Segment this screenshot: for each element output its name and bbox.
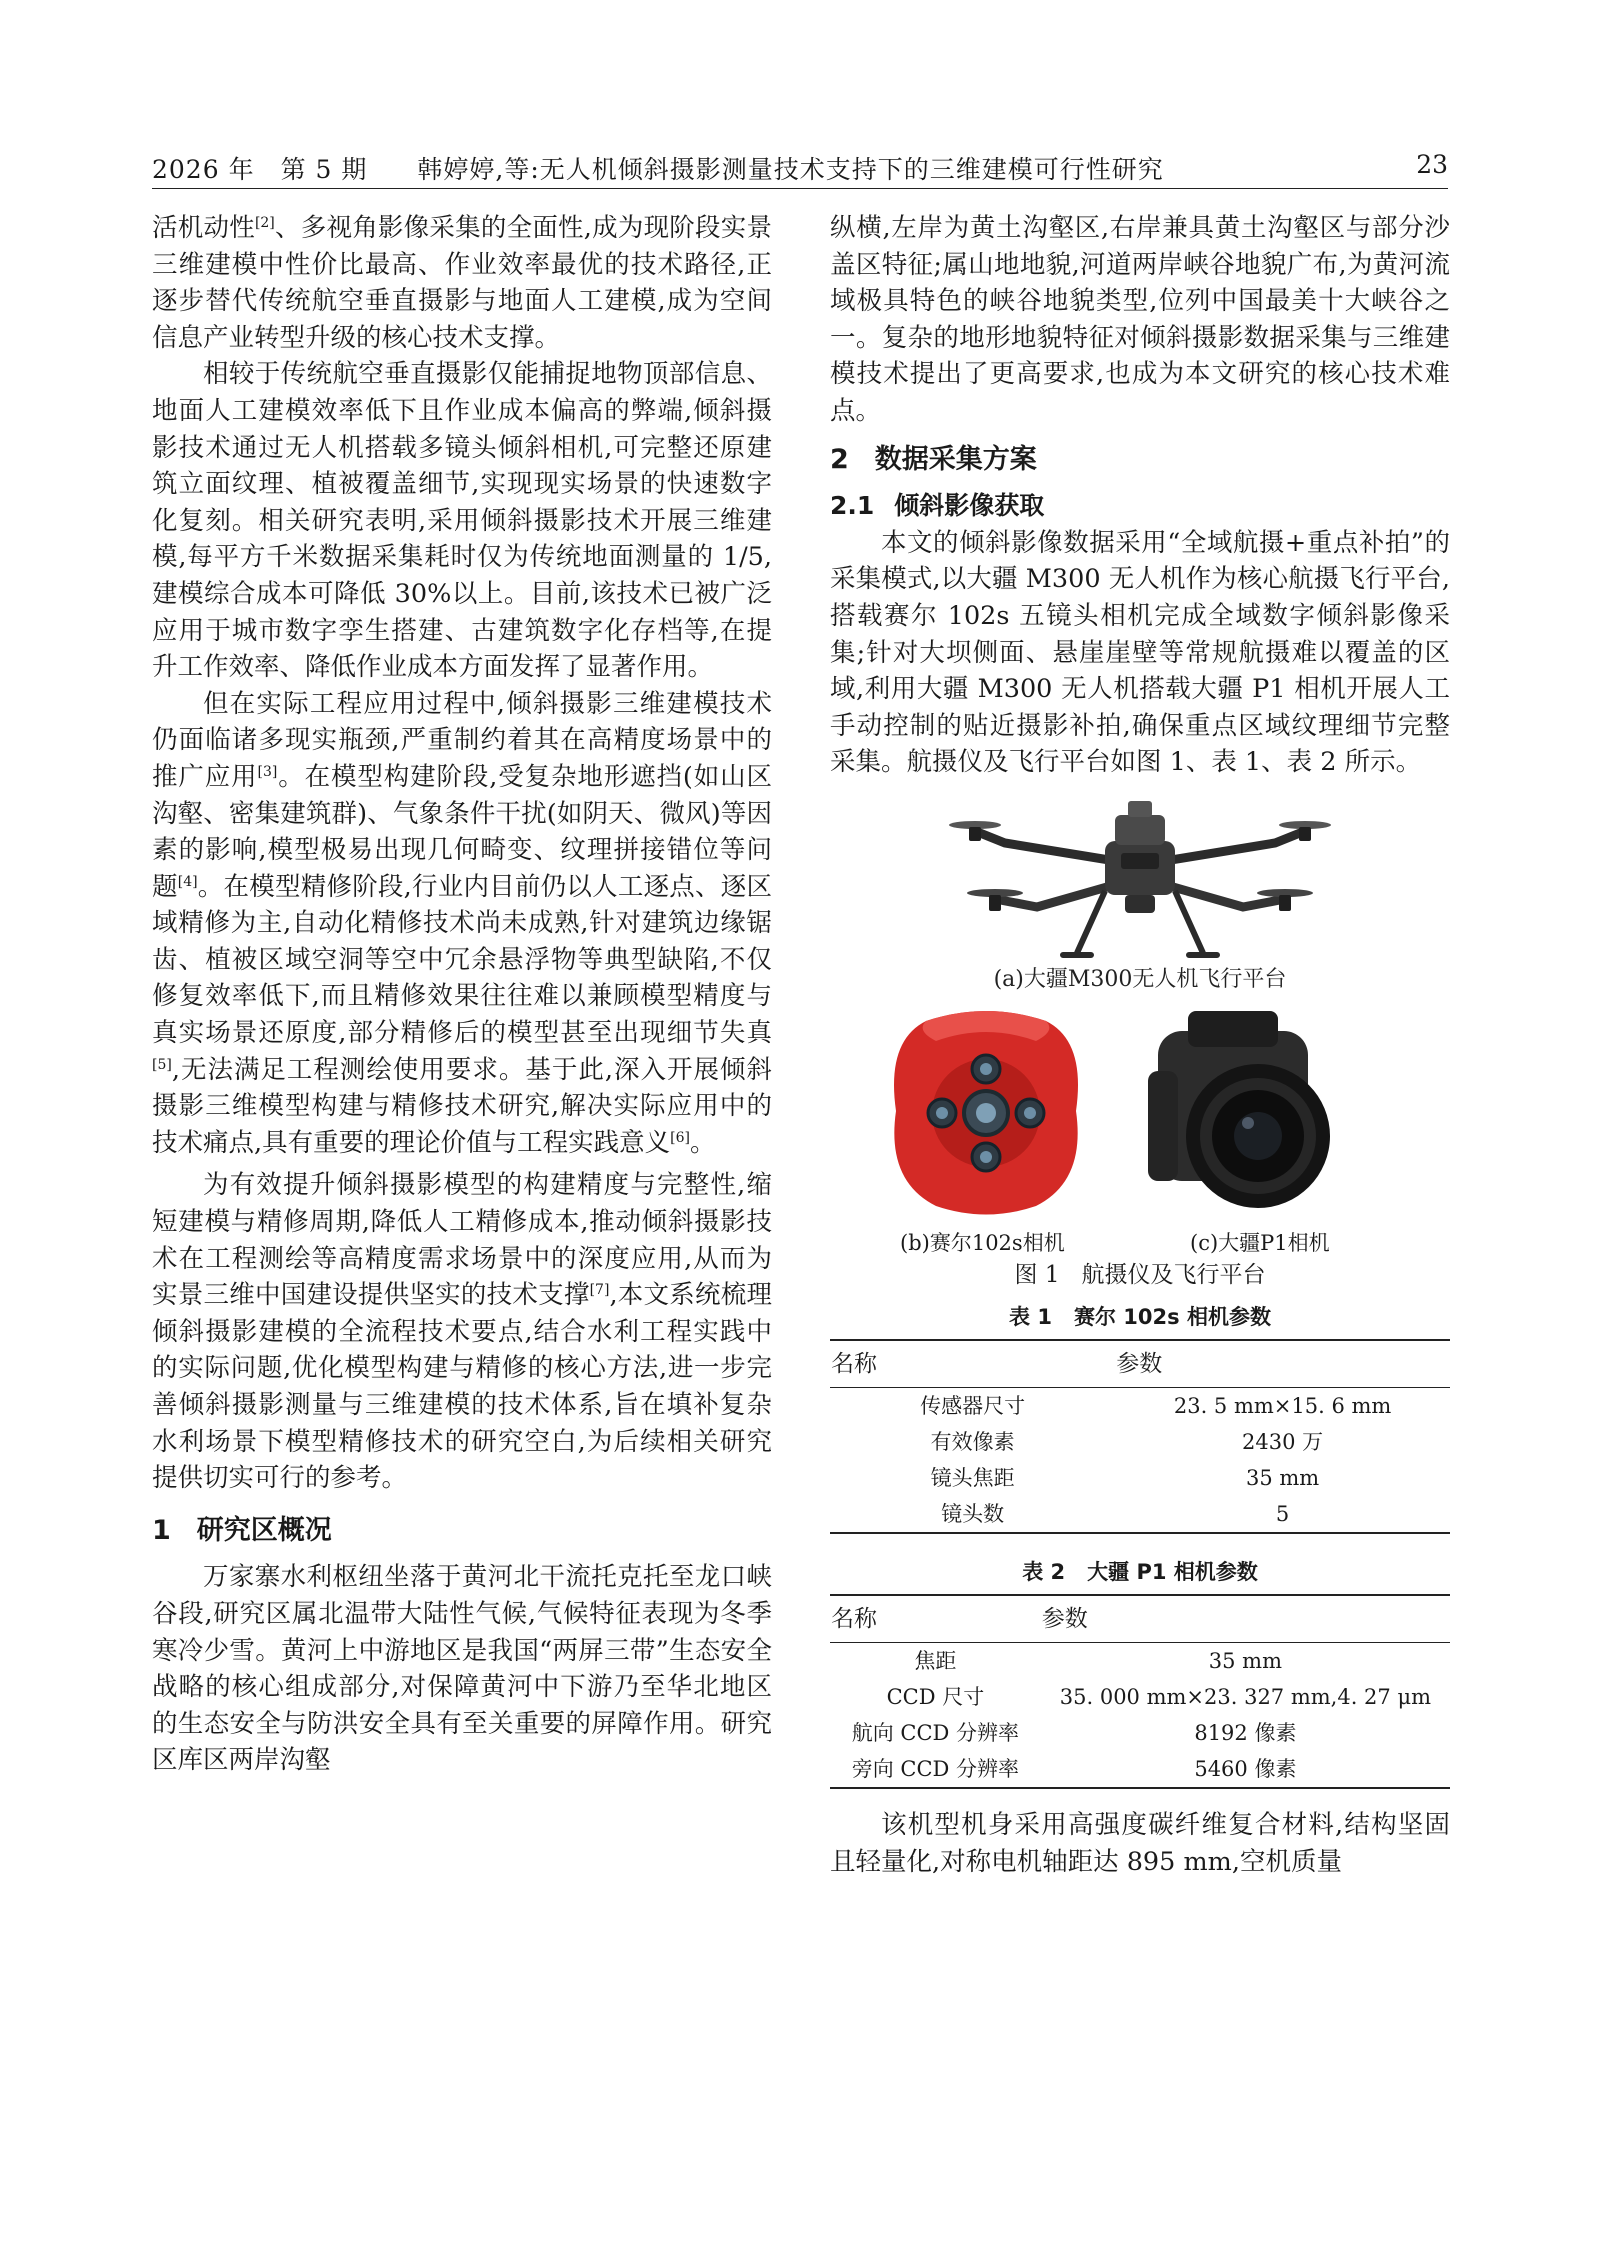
figure-1b-caption: (b)赛尔102s相机 bbox=[900, 1230, 1065, 1255]
citation-4: [4] bbox=[177, 873, 198, 890]
figure-number: 图 1 bbox=[1014, 1261, 1060, 1288]
camera-images bbox=[830, 1001, 1450, 1225]
running-header bbox=[152, 150, 1448, 190]
header-rule bbox=[152, 188, 1448, 189]
text-span: 但在实际工程应用过程中,倾斜摄影三维建模技术仍面临诸多现实瓶颈,严重制约着其在高精度场景中的推广应用 bbox=[152, 688, 772, 792]
table-2 bbox=[830, 1594, 1450, 1789]
table-cell: 传感器尺寸 bbox=[920, 1393, 1026, 1418]
sair-102s-camera-image bbox=[886, 1001, 1086, 1221]
table-row bbox=[830, 1460, 1450, 1496]
dji-p1-camera-image bbox=[1128, 1001, 1348, 1225]
table-1-caption bbox=[830, 1299, 1450, 1335]
table-number: 表 1 bbox=[1009, 1304, 1052, 1329]
table-cell: 2430 万 bbox=[1242, 1429, 1324, 1454]
table-header-row bbox=[830, 1340, 1450, 1388]
drone-m300-image bbox=[945, 795, 1335, 965]
paragraph-continued: 纵横,左岸为黄土沟壑区,右岸兼具黄土沟壑区与部分沙盖区特征;属山地地貌,河道两岸峡谷地貌广布,为黄河流域极具特色的峡谷地貌类型,位列中国最美十大峡谷之一。复杂的地形地貌特征对倾斜摄影数据采集与三维建模技术提出了更高要求,也成为本文研究的核心技术难点。 bbox=[830, 213, 1450, 426]
table-row bbox=[830, 1642, 1450, 1679]
subsection-title: 倾斜影像获取 bbox=[894, 491, 1045, 521]
paragraph-3 bbox=[152, 686, 772, 1162]
column-header: 名称 bbox=[830, 1340, 1115, 1388]
table-cell: 8192 像素 bbox=[1194, 1720, 1297, 1745]
figure-1-caption bbox=[830, 1257, 1450, 1293]
figure-1a-caption: (a)大疆M300无人机飞行平台 bbox=[993, 966, 1287, 992]
text-span: 、多视角影像采集的全面性,成为现阶段实景三维建模中性价比最高、作业效率最优的技术路径,正逐步替代传统航空垂直摄影与地面人工建模,成为空间信息产业转型升级的核心技术支撑。 bbox=[152, 213, 772, 353]
figure-subcaptions bbox=[830, 1225, 1450, 1257]
table-row bbox=[830, 1496, 1450, 1533]
section-number: 1 bbox=[152, 1514, 171, 1546]
text-span: 活机动性 bbox=[152, 213, 255, 243]
table-1 bbox=[830, 1339, 1450, 1534]
column-header: 参数 bbox=[1041, 1595, 1450, 1643]
section-heading-1 bbox=[152, 1513, 772, 1550]
table-cell: 5 bbox=[1115, 1496, 1450, 1533]
table-cell: 旁向 CCD 分辨率 bbox=[830, 1751, 1041, 1788]
section-number: 2 bbox=[830, 443, 849, 475]
text-span: 。在模型构建阶段,受复杂地形遮挡(如山区沟壑、密集建筑群)、气象条件干扰(如阴天、微风)等因素的影响,模型极易出现几何畸变、纹理拼接错位等问题 bbox=[152, 761, 772, 902]
paragraph-4 bbox=[152, 1167, 772, 1496]
text-span: ,无法满足工程测绘使用要求。基于此,深入开展倾斜摄影三维模型构建与精修技术研究,解决实际应用中的技术痛点,具有重要的理论价值与工程实践意义 bbox=[152, 1054, 772, 1158]
text-span: 为有效提升倾斜摄影模型的构建精度与完整性,缩短建模与精修周期,降低人工精修成本,推动倾斜摄影技术在工程测绘等高精度需求场景中的深度应用,从而为实景三维中国建设提供坚实的技术支撑 bbox=[152, 1170, 772, 1311]
section-title: 数据采集方案 bbox=[874, 443, 1037, 475]
figure-1c-caption: (c)大疆P1相机 bbox=[1190, 1230, 1330, 1255]
running-title: 韩婷婷,等:无人机倾斜摄影测量技术支持下的三维建模可行性研究 bbox=[417, 155, 1164, 184]
citation-6: [6] bbox=[670, 1129, 690, 1146]
table-cell: 23. 5 mm×15. 6 mm bbox=[1173, 1393, 1392, 1418]
citation-3: [3] bbox=[257, 763, 278, 780]
journal-year: 2026 年 bbox=[152, 155, 255, 184]
paragraph-acquisition: 本文的倾斜影像数据采用“全域航摄+重点补拍”的采集模式,以大疆 M300 无人机作为核心航摄飞行平台,搭载赛尔 102s 五镜头相机完成全域数字倾斜影像采集;针对大坝侧面、悬崖崖壁等常规航摄难以覆盖的区域,利用大疆 M300 无人机搭载大疆 P1 相机开展人工手动控制的贴近摄影补拍,确保重点区域纹理细节完整采集。航摄仪及飞行平台如图 1、表 1、表 2 所示。 bbox=[830, 527, 1450, 778]
column-header: 名称 bbox=[830, 1595, 1041, 1643]
text-span: 。在模型精修阶段,行业内目前仍以人工逐点、逐区域精修为主,自动化精修技术尚未成熟,针对建筑边缘锯齿、植被区域空洞等空中冗余悬浮物等典型缺陷,不仅修复效率低下,而且精修效果往往难以兼顾模型精度与真实场景还原度,部分精修后的模型甚至出现细节失真 bbox=[152, 871, 772, 1049]
table-cell: 航向 CCD 分辨率 bbox=[851, 1720, 1020, 1745]
table-cell: 镜头焦距 bbox=[930, 1465, 1015, 1490]
table-row bbox=[830, 1751, 1450, 1788]
journal-issue: 第 5 期 bbox=[280, 155, 368, 184]
paragraph-5: 万家寨水利枢纽坐落于黄河北干流托克托至龙口峡谷段,研究区属北温带大陆性气候,气候特征表现为冬季寒冷少雪。黄河上中游地区是我国“两屏三带”生态安全战略的核心组成部分,对保障黄河中下游乃至华北地区的生态安全与防洪安全具有至关重要的屏障作用。研究区库区两岸沟壑 bbox=[152, 1562, 772, 1776]
table-number: 表 2 bbox=[1022, 1559, 1066, 1584]
table-row bbox=[830, 1424, 1450, 1460]
right-column bbox=[830, 210, 1450, 1880]
table-row bbox=[830, 1679, 1450, 1715]
figure-title: 航摄仪及飞行平台 bbox=[1081, 1261, 1266, 1288]
table-row bbox=[830, 1387, 1450, 1424]
table-cell: 镜头数 bbox=[830, 1496, 1115, 1533]
table-row bbox=[830, 1715, 1450, 1751]
page-number: 23 bbox=[1416, 150, 1448, 179]
paragraph-airframe: 该机型机身采用高强度碳纤维复合材料,结构坚固且轻量化,对称电机轴距达 895 mm,空机质量 bbox=[830, 1809, 1450, 1877]
table-cell: 35 mm bbox=[1208, 1648, 1283, 1673]
paragraph-2: 相较于传统航空垂直摄影仅能捕捉地物顶部信息、地面人工建模效率低下且作业成本偏高的弊端,倾斜摄影技术通过无人机搭载多镜头倾斜相机,可完整还原建筑立面纹理、植被覆盖细节,实现现实场景的快速数字化复刻。相关研究表明,采用倾斜摄影技术开展三维建模,每平方千米数据采集耗时仅为传统地面测量的 1/5,建模综合成本可降低 30%以上。目前,该技术已被广泛应用于城市数字孪生搭建、古建筑数字化存档等,在提升工作效率、降低作业成本方面发挥了显著作用。 bbox=[152, 359, 772, 683]
text-span: 。 bbox=[689, 1127, 716, 1158]
subsection-heading-2-1 bbox=[830, 488, 1450, 525]
table-title: 赛尔 102s 相机参数 bbox=[1073, 1304, 1271, 1329]
section-title: 研究区概况 bbox=[196, 1514, 332, 1546]
figure-1 bbox=[830, 795, 1450, 1293]
table-cell: 焦距 bbox=[914, 1648, 957, 1673]
citation-2: [2] bbox=[254, 215, 275, 231]
table-header-row bbox=[830, 1595, 1450, 1643]
paragraph-1 bbox=[152, 210, 772, 356]
section-heading-2 bbox=[830, 442, 1450, 479]
table-cell: 有效像素 bbox=[930, 1429, 1015, 1454]
left-column bbox=[152, 210, 772, 1779]
table-cell: 35. 000 mm×23. 327 mm,4. 27 μm bbox=[1059, 1684, 1432, 1709]
subsection-number: 2.1 bbox=[830, 491, 875, 521]
table-cell: 35 mm bbox=[1245, 1465, 1320, 1490]
table-title: 大疆 P1 相机参数 bbox=[1087, 1559, 1258, 1584]
header-left bbox=[152, 150, 1164, 186]
table-cell: CCD 尺寸 bbox=[886, 1684, 985, 1709]
text-span: ,本文系统梳理倾斜摄影建模的全流程技术要点,结合水利工程实践中的实际问题,优化模型构建与精修的核心方法,进一步完善倾斜摄影测量与三维建模的技术体系,旨在填补复杂水利场景下模型精修技术的研究空白,为后续相关研究提供切实可行的参考。 bbox=[152, 1280, 772, 1494]
citation-5: [5] bbox=[152, 1056, 172, 1073]
table-cell: 5460 像素 bbox=[1041, 1751, 1450, 1788]
citation-7: [7] bbox=[589, 1282, 610, 1299]
table-2-caption bbox=[830, 1554, 1450, 1590]
column-header: 参数 bbox=[1115, 1340, 1450, 1388]
